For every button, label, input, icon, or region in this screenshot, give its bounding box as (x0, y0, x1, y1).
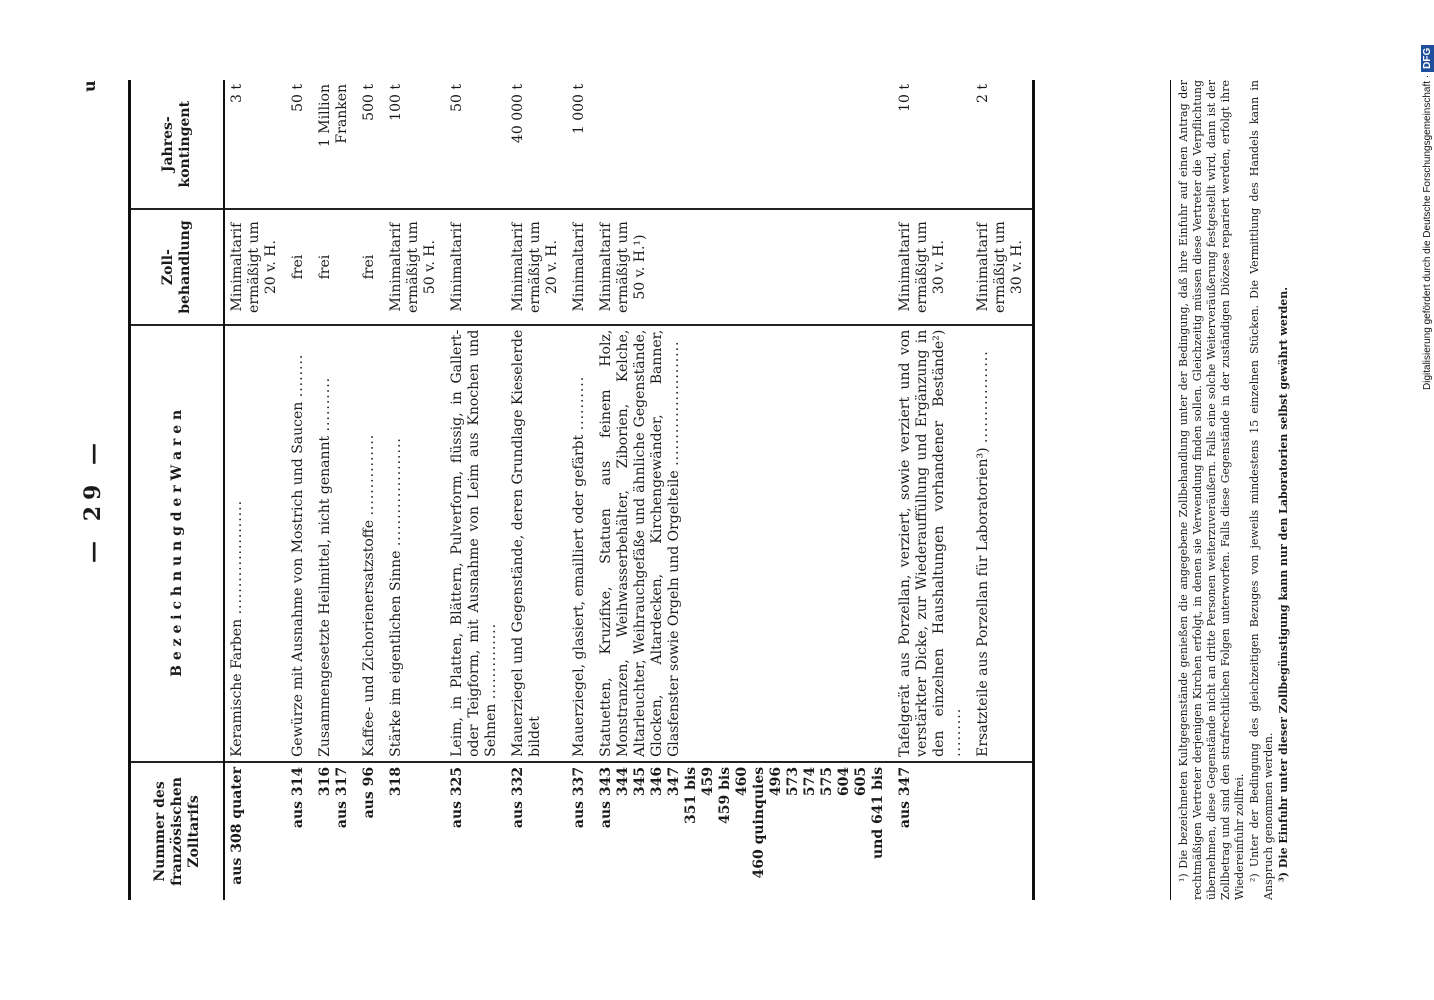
goods-description: Kaffee- und Zichorienersatzstoffe ............... (357, 325, 384, 762)
goods-description: Mauerziegel, glasiert, emailliert oder gefärbt .......... (567, 325, 594, 762)
table-row (893, 80, 971, 900)
duty-treatment: Minimaltarif (445, 209, 506, 324)
tariff-table (128, 80, 1035, 900)
table-header-row (130, 80, 225, 900)
table-row (594, 80, 893, 900)
duty-treatment: Minimaltarif ermäßigt um 50 v. H. (384, 209, 445, 324)
dfg-credit-text: Digitalisierung gefördert durch die Deutsche Forschungsgemeinschaft · (1422, 74, 1433, 390)
table-row (357, 80, 384, 900)
table-row (971, 80, 1034, 900)
table-row (313, 80, 357, 900)
tariff-number: aus 96 (361, 766, 377, 819)
table-row (567, 80, 594, 900)
table-row (224, 80, 286, 900)
tariff-number: aus 343 344 345 346 347 351 bis 459 459 bis 460 460 quinquies 496 573 574 575 604 605 und 641 bis (598, 766, 886, 879)
margin-mark: u (80, 80, 99, 92)
header-zollbehandlung: Zoll-behandlung (130, 209, 225, 324)
tariff-number: aus 337 (571, 766, 587, 829)
goods-description: Ersatzteile aus Porzellan für Laboratorien³) ................. (971, 325, 1034, 762)
duty-treatment: Minimaltarif ermäßigt um 50 v. H.¹) (594, 209, 893, 324)
tariff-number: 318 (388, 766, 404, 797)
goods-description: Statuetten, Kruzifixe, Statuen aus feinem Holz, Monstranzen, Weihwasserbehälter, Ziborien, Kelche, Altarleuchter, Weihrauchgefäße und ähnliche Gegenstände, Glocken, Altardecken, Kirchengewänder, Banner, Glasfenster sowie Orgeln und Orgelteile ....................... (594, 325, 893, 762)
goods-description: Mauerziegel und Gegenstände, deren Grundlage Kieselerde bildet (506, 325, 567, 762)
duty-treatment: Minimaltarif (567, 209, 594, 324)
tariff-number: 316 aus 317 (317, 766, 350, 829)
annual-quota: 2 t (971, 80, 1034, 209)
footnote-1: ¹) Die bezeichneten Kultgegenstände genießen die angegebene Zollbehandlung unter der Bedingung, daß ihre Einfuhr auf einen Antrag der rechtmäßigen Vertreter derjenigen Kirchen erfolgt, in denen sie Verwendung finden sollen. Gleichzeitig müssen diese Vertreter die Verpflichtung übernehmen, diese Gegenstände nicht an dritte Personen weiterzuveräußern. Falls eine solche Weiterveräußerung festgestellt wird, dann ist der Zollbetrag und sind den strafrechtlichen Folgen unterworfen. Falls diese Gegenstände in der zuständigen Diözese repariert werden, erfolgt ihre Wiedereinfuhr zollfrei. (1177, 80, 1246, 900)
duty-treatment: Minimaltarif ermäßigt um 30 v. H. (893, 209, 971, 324)
annual-quota: 10 t (893, 80, 971, 209)
tariff-number: aus 314 (290, 766, 306, 829)
header-kontingent: Jahres-kontingent (130, 80, 225, 209)
goods-description: Gewürze mit Ausnahme von Mostrich und Saucen ........ (286, 325, 313, 762)
annual-quota: 50 t (286, 80, 313, 209)
annual-quota: 500 t (357, 80, 384, 209)
annual-quota: 1 000 t (567, 80, 594, 209)
dfg-credit (1420, 10, 1434, 390)
page-number: — 29 — (80, 437, 106, 563)
tariff-number: aus 347 (897, 766, 913, 829)
duty-treatment: frei (313, 209, 357, 324)
dfg-logo: DFG (1421, 45, 1434, 72)
table-row (506, 80, 567, 900)
tariff-number: aus 325 (449, 766, 465, 829)
goods-description: Leim, in Platten, Blättern, Pulverform, flüssig, in Gallert- oder Teigform, mit Ausnahme von Leim aus Knochen und Sehnen .............. (445, 325, 506, 762)
table-row (286, 80, 313, 900)
duty-treatment: Minimaltarif ermäßigt um 20 v. H. (224, 209, 286, 324)
annual-quota: 1 Million Franken (313, 80, 357, 209)
annual-quota (594, 80, 893, 209)
table-row (384, 80, 445, 900)
goods-description: Stärke im eigentlichen Sinne .................... (384, 325, 445, 762)
footnote-3: ³) Die Einfuhr unter dieser Zollbegünstigung kann nur den Laboratorien selbst gewährt werden. (1277, 286, 1290, 882)
header-bezeichnung: B e z e i c h n u n g d e r W a r e n (130, 325, 225, 762)
annual-quota: 100 t (384, 80, 445, 209)
tariff-number (971, 762, 1034, 900)
goods-description: Keramische Farben ..................... (224, 325, 286, 762)
duty-treatment: frei (286, 209, 313, 324)
duty-treatment: Minimaltarif ermäßigt um 20 v. H. (506, 209, 567, 324)
goods-description: Zusammengesetzte Heilmittel, nicht genannt .......... (313, 325, 357, 762)
annual-quota: 50 t (445, 80, 506, 209)
header-nummer: Nummer des französischen Zolltarifs (130, 762, 225, 900)
tariff-number: aus 308 quater (229, 766, 245, 885)
duty-treatment: frei (357, 209, 384, 324)
annual-quota: 40 000 t (506, 80, 567, 209)
duty-treatment: Minimaltarif ermäßigt um 30 v. H. (971, 209, 1034, 324)
annual-quota: 3 t (224, 80, 286, 209)
footnote-2: ²) Unter der Bedingung des gleichzeitigen Bezuges von jeweils mindestens 15 einzelnen Stücken. Die Vermittlung des Handels kann in Anspruch genommen werden. (1248, 80, 1275, 900)
table-row (445, 80, 506, 900)
goods-description: Tafelgerät aus Porzellan, verziert, sowie verziert und von verstärkter Dicke, zur Wiederauffüllung und Ergänzung in den einzelnen Haushaltungen vorhandener Bestände²) ......... (893, 325, 971, 762)
footnotes (1170, 80, 1292, 900)
tariff-number: aus 332 (510, 766, 526, 829)
